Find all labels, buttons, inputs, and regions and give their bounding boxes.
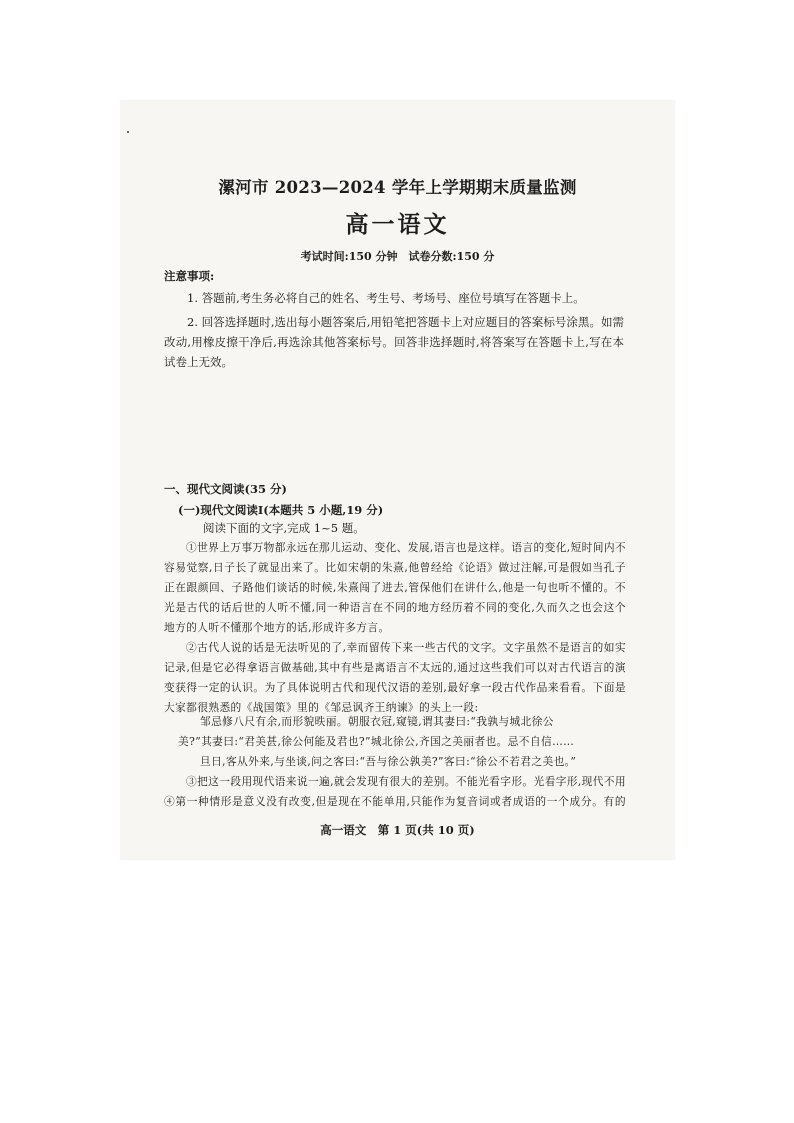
paragraph-partial: ④第一种情形是意义没有改变,但是现在不能单用,只能作为复音词或者成语的一个成分。有的 [164,795,626,808]
quote-line: 美?”其妻曰:“君美甚,徐公何能及君也?”城北徐公,齐国之美丽者也。忌不自信…… [178,735,575,748]
section-title: 一、现代文阅读(35 分) [164,482,287,496]
subject-title: 高一语文 [345,211,450,238]
exam-title: 漯河市 2023—2024 学年上学期期末质量监测 [218,178,577,197]
subsection-title: (一)现代文阅读Ⅰ(本题共 5 小题,19 分) [178,503,384,517]
note-item: 2. 回答选择题时,选出每小题答案后,用铅笔把答题卡上对应题目的答案标号涂黑。如需改动,用橡皮擦干净后,再选涂其他答案标号。回答非选择题时,将答案写在答题卡上,写在本试卷上无效。 [164,315,624,369]
paragraph: ①世界上万事万物都永远在那儿运动、变化、发展,语言也是这样。语言的变化,短时间内不容易觉察,日子长了就显出来了。比如宋朝的朱熹,他曾经给《论语》做过注解,可是假如当孔子正在跟颜回、子路他们谈话的时候,朱熹闯了进去,管保他们在讲什么,他是一句也听不懂的。不光是古代的话后世的人听不懂,同一种语言在不同的地方经历着不同的变化,久而久之也会这个地方的人听不懂那个地方的话,形成许多方言。 [164,541,627,634]
paragraph-partial: ③把这一段用现代语来说一遍,就会发现有很大的差别。不能光看字形。光看字形,现代不用 [186,775,626,788]
note-item: 1. 答题前,考生务必将自己的姓名、考生号、考场号、座位号填写在答题卡上。 [187,291,585,305]
quote-line: 旦日,客从外来,与坐谈,问之客曰:“吾与徐公孰美?”客曰:“徐公不若君之美也。” [200,755,577,768]
exam-page [120,100,675,860]
speck [127,131,129,133]
reading-instruction: 阅读下面的文字,完成 1~5 题。 [203,521,365,535]
notes-heading: 注意事项: [164,269,215,283]
bleed-through-text [120,154,675,167]
exam-info: 考试时间:150 分钟 试卷分数:150 分 [300,250,495,263]
quote-line: 邹忌修八尺有余,而形貌昳丽。朝服衣冠,窥镜,谓其妻曰:“我孰与城北徐公 [200,715,554,728]
paragraph: ②古代人说的话是无法听见的了,幸而留传下来一些古代的文字。文字虽然不是语言的如实记录,但是它必得拿语言做基础,其中有些是离语言不太远的,通过这些我们可以对古代语言的演变获得一定的认识。为了具体说明古代和现代汉语的差别,最好拿一段古代作品来看看。下面是大家都很熟悉的《战国策》里的《邹忌讽齐王纳谏》的头上一段: [164,641,626,714]
page-footer: 高一语文 第 1 页(共 10 页) [320,823,475,837]
